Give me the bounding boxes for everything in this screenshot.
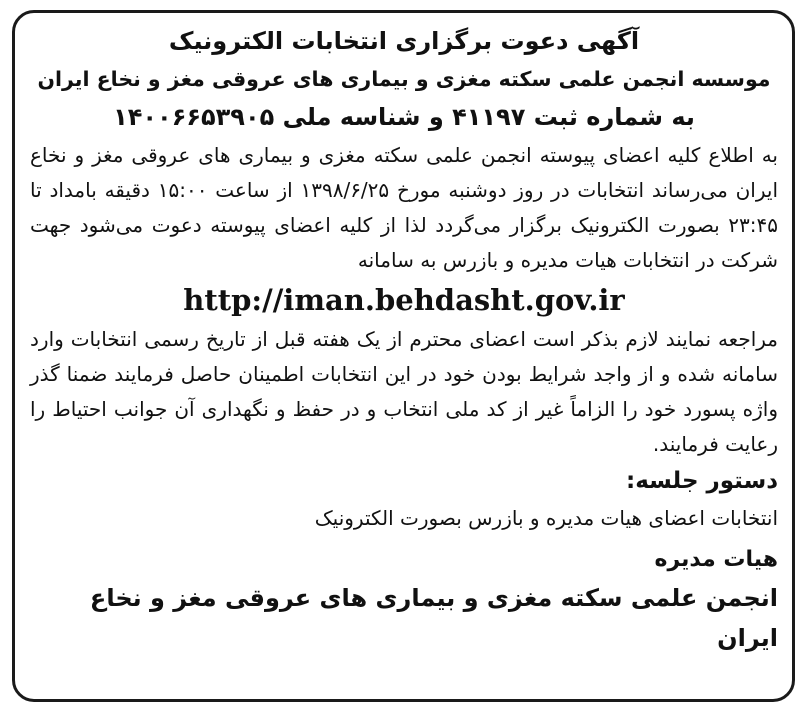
- election-website-link[interactable]: http://iman.behdasht.gov.ir: [183, 283, 625, 317]
- notice-title: آگهی دعوت برگزاری انتخابات الکترونیک: [168, 27, 640, 55]
- signer-organization: انجمن علمی سکته مغزی و بیماری های عروقی مغز و نخاع ایران: [89, 584, 778, 652]
- signer-title: هیات مدیره: [654, 547, 778, 572]
- agenda-heading: دستور جلسه:: [626, 468, 778, 494]
- agenda-item: انتخابات اعضای هیات مدیره و بازرس بصورت الکترونیک: [314, 506, 778, 530]
- election-notice: [30, 22, 778, 694]
- announcement-paragraph: به اطلاع کلیه اعضای پیوسته انجمن علمی سکته مغزی و بیماری های عروقی مغز و نخاع ایران می‌رساند انتخابات در روز دوشنبه مورخ ۱۳۹۸/۶/۲۵ از ساعت ۱۵:۰۰ دقیقه بامداد تا ۲۳:۴۵ بصورت الکترونیک برگزار می‌گردد لذا از کلیه اعضای پیوسته دعوت می‌شود جهت شرکت در انتخابات هیات مدیره و بازرس به سامانه: [30, 143, 778, 272]
- instructions-paragraph: مراجعه نمایند لازم بذکر است اعضای محترم از یک هفته قبل از تاریخ رسمی انتخابات وارد سامانه شده و از واجد شرایط بودن خود در این انتخابات اطمینان حاصل فرمایند ضمنا گذر واژه پسورد خود را الزاماً غیر از کد ملی انتخاب و در حفظ و نگهداری آن جوانب احتیاط را رعایت فرمایند.: [30, 327, 778, 456]
- registration-info: به شماره ثبت ۴۱۱۹۷ و شناسه ملی ۱۴۰۰۶۶۵۳۹۰۵: [113, 103, 695, 131]
- organization-name: موسسه انجمن علمی سکته مغزی و بیماری های عروقی مغز و نخاع ایران: [37, 67, 771, 91]
